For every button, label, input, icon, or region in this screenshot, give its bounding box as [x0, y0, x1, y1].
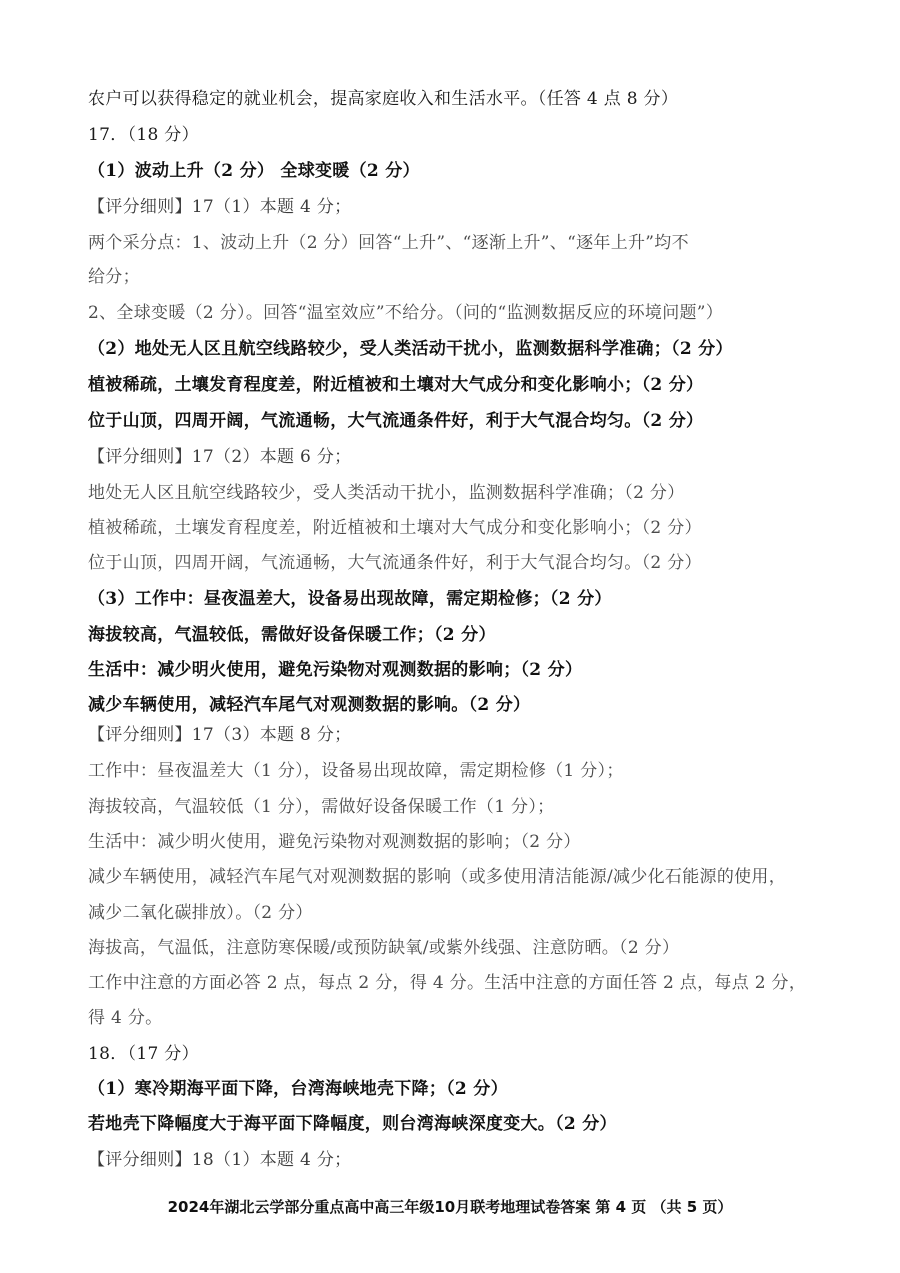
text-line: 农户可以获得稳定的就业机会，提高家庭收入和生活水平。（任答 4 点 8 分） — [88, 89, 679, 109]
question-18-header: 18．（17 分） — [88, 1044, 199, 1064]
q17-part2-answer: 位于山顶，四周开阔，气流通畅，大气流通条件好，利于大气混合均匀。（2 分） — [88, 411, 704, 431]
q18-part1-answer: 若地壳下降幅度大于海平面下降幅度，则台湾海峡深度变大。（2 分） — [88, 1114, 617, 1134]
q17-part2-answer: （2）地处无人区且航空线路较少，受人类活动干扰小，监测数据科学准确；（2 分） — [88, 339, 733, 359]
q17-part3-rubric-text: 生活中：减少明火使用，避免污染物对观测数据的影响；（2 分） — [88, 832, 581, 852]
q17-part2-rubric-text: 位于山顶，四周开阔，气流通畅，大气流通条件好，利于大气混合均匀。（2 分） — [88, 553, 702, 573]
q17-part3-rubric-text: 减少二氧化碳排放）。（2 分） — [88, 903, 313, 923]
q17-part2-rubric-text: 地处无人区且航空线路较少，受人类活动干扰小，监测数据科学准确；（2 分） — [88, 483, 685, 503]
q17-part3-rubric-text: 海拔较高，气温较低（1 分），需做好设备保暖工作（1 分）； — [88, 797, 555, 817]
q17-part3-rubric-text: 得 4 分。 — [88, 1008, 163, 1028]
q17-part3-answer: 海拔较高，气温较低，需做好设备保暖工作；（2 分） — [88, 625, 496, 645]
q17-part3-rubric-text: 工作中：昼夜温差大（1 分），设备易出现故障，需定期检修（1 分）； — [88, 761, 624, 781]
q17-part3-answer: 生活中：减少明火使用，避免污染物对观测数据的影响；（2 分） — [88, 660, 583, 680]
q17-part3-rubric-title: 【评分细则】17（3）本题 8 分； — [88, 725, 352, 745]
q17-part2-answer: 植被稀疏，土壤发育程度差，附近植被和土壤对大气成分和变化影响小；（2 分） — [88, 375, 704, 395]
q17-part1-rubric-title: 【评分细则】17（1）本题 4 分； — [88, 197, 352, 217]
q17-part1-rubric-text: 给分； — [88, 267, 140, 287]
q18-part1-answer: （1）寒冷期海平面下降，台湾海峡地壳下降；（2 分） — [88, 1079, 508, 1099]
q17-part3-rubric-text: 减少车辆使用，减轻汽车尾气对观测数据的影响（或多使用清洁能源/减少化石能源的使用， — [88, 867, 787, 887]
page-footer: 2024年湖北云学部分重点高中高三年级10月联考地理试卷答案 第 4 页 （共 5 页） — [167, 1198, 733, 1216]
q17-part2-rubric-text: 植被稀疏，土壤发育程度差，附近植被和土壤对大气成分和变化影响小；（2 分） — [88, 518, 702, 538]
q17-part3-rubric-text: 海拔高，气温低，注意防寒保暖/或预防缺氧/或紫外线强、注意防晒。（2 分） — [88, 938, 680, 958]
q17-part3-answer: （3）工作中：昼夜温差大，设备易出现故障，需定期检修；（2 分） — [88, 589, 612, 609]
q17-part1-rubric-text: 两个采分点：1、波动上升（2 分）回答“上升”、“逐渐上升”、“逐年上升”均不 — [88, 233, 689, 253]
q17-part1-answer: （1）波动上升（2 分） 全球变暖（2 分） — [88, 161, 420, 181]
q17-part3-answer: 减少车辆使用，减轻汽车尾气对观测数据的影响。（2 分） — [88, 695, 531, 715]
q17-part2-rubric-title: 【评分细则】17（2）本题 6 分； — [88, 447, 352, 467]
q18-part1-rubric-title: 【评分细则】18（1）本题 4 分； — [88, 1150, 352, 1170]
q17-part1-rubric-text: 2、全球变暖（2 分）。回答“温室效应”不给分。（问的“监测数据反应的环境问题”） — [88, 303, 724, 323]
question-17-header: 17．（18 分） — [88, 125, 199, 145]
q17-part3-rubric-text: 工作中注意的方面必答 2 点，每点 2 分，得 4 分。生活中注意的方面任答 2 点，每点 2 分， — [88, 973, 807, 993]
